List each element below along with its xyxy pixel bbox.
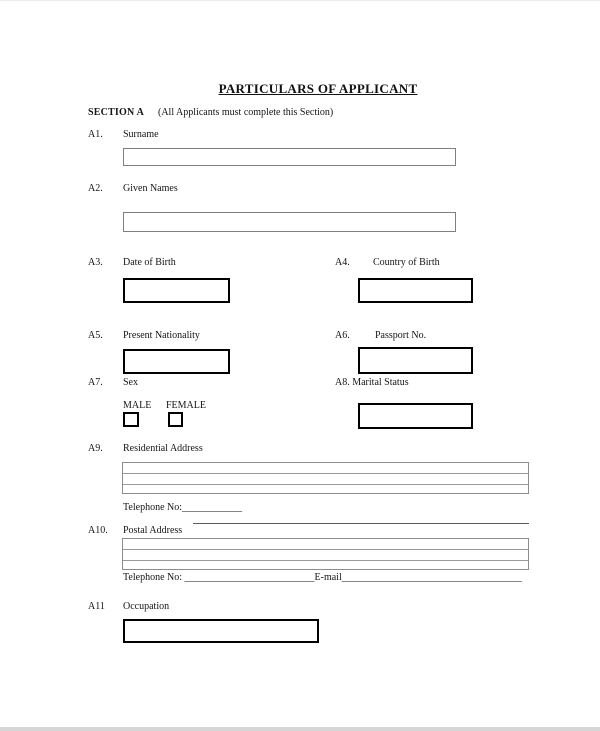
- address-line-divider: [123, 484, 528, 485]
- field-a7-label: Sex: [123, 377, 138, 388]
- field-a4-label: Country of Birth: [373, 257, 440, 268]
- field-a1-number: A1.: [88, 129, 103, 140]
- section-a-label: SECTION A: [88, 107, 144, 118]
- residential-telephone-line[interactable]: Telephone No:____________: [123, 502, 243, 513]
- date-of-birth-input-box[interactable]: [123, 278, 230, 303]
- field-a3-label: Date of Birth: [123, 257, 176, 268]
- postal-telephone-email-line[interactable]: [123, 572, 522, 583]
- field-a9-label: Residential Address: [123, 443, 203, 454]
- sex-option-female-label: FEMALE: [166, 400, 206, 411]
- field-a1-label: Surname: [123, 129, 159, 140]
- postal-address-input-box[interactable]: [122, 538, 529, 570]
- field-a2-number: A2.: [88, 183, 103, 194]
- page-bottom-edge: [0, 727, 600, 731]
- field-a2-label: Given Names: [123, 183, 178, 194]
- passport-no-input-box[interactable]: [358, 347, 473, 374]
- field-a10-number: A10.: [88, 525, 108, 536]
- given-names-input-box[interactable]: [123, 212, 456, 232]
- field-a11-label: Occupation: [123, 601, 170, 612]
- female-checkbox[interactable]: [168, 412, 183, 427]
- sex-option-male-label: MALE: [123, 400, 152, 411]
- page-title: PARTICULARS OF APPLICANT: [218, 81, 418, 96]
- residential-address-input-box[interactable]: [122, 462, 529, 494]
- surname-input-box[interactable]: [123, 148, 456, 166]
- postal-telephone-blank[interactable]: __________________________: [184, 572, 315, 583]
- address-line-divider: [123, 560, 528, 561]
- country-of-birth-input-box[interactable]: [358, 278, 473, 303]
- field-a11-number: A11: [88, 601, 105, 612]
- marital-status-input-box[interactable]: [358, 403, 473, 429]
- field-a9-number: A9.: [88, 443, 103, 454]
- field-a10-label: Postal Address: [123, 525, 183, 536]
- field-a4-number: A4.: [335, 257, 350, 268]
- address-line-divider: [123, 473, 528, 474]
- male-checkbox[interactable]: [123, 412, 139, 427]
- postal-email-label: E-mail: [314, 572, 342, 583]
- field-a6-number: A6.: [335, 330, 350, 341]
- postal-telephone-label: Telephone No:: [123, 572, 185, 583]
- section-a-note: (All Applicants must complete this Section): [158, 107, 334, 118]
- postal-email-blank[interactable]: ____________________________________: [341, 572, 522, 583]
- field-a7-number: A7.: [88, 377, 103, 388]
- field-a3-number: A3.: [88, 257, 103, 268]
- field-a5-label: Present Nationality: [123, 330, 200, 341]
- field-a5-number: A5.: [88, 330, 103, 341]
- occupation-input-box[interactable]: [123, 619, 319, 643]
- address-line-divider: [123, 549, 528, 550]
- field-a8-label: A8. Marital Status: [335, 377, 409, 388]
- postal-address-rule: [193, 523, 529, 524]
- nationality-input-box[interactable]: [123, 349, 230, 374]
- field-a6-label: Passport No.: [375, 330, 427, 341]
